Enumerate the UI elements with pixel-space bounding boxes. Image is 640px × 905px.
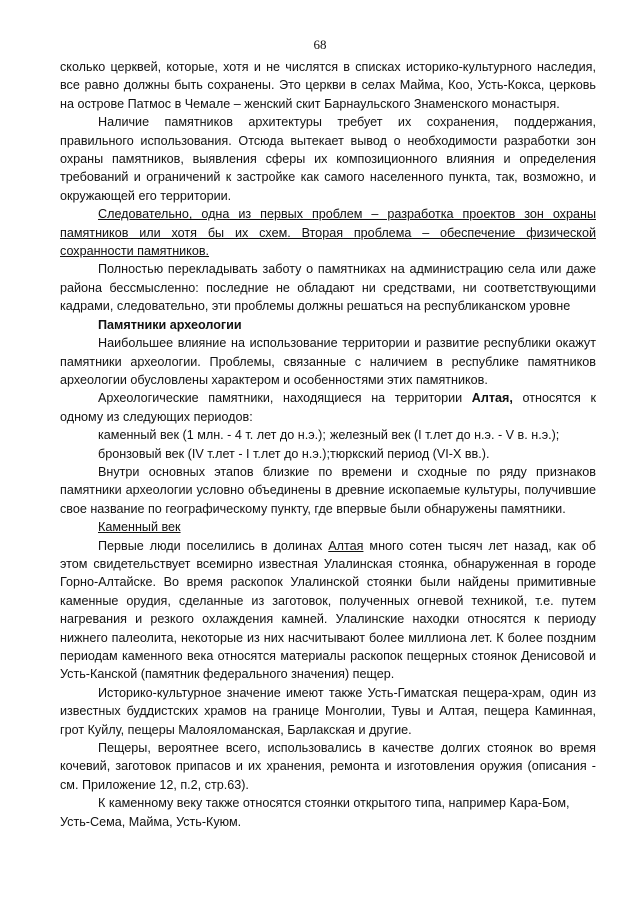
heading-archaeology: Памятники археологии <box>98 317 242 332</box>
page-number: 68 <box>313 37 327 52</box>
paragraph-caves-significance: Историко-культурное значение имеют также Усть-Гиматская пещера-храм, один из известных буддистских храмов на границе Монголии, Тувы и Алтая, пещера Каминная, грот Куйлу, пещеры Малояломанская, Барлакская и другие. <box>60 685 596 737</box>
periods-row-1 <box>60 426 596 444</box>
altai-underlined: Алтая <box>328 538 364 553</box>
page-body <box>60 58 596 831</box>
periods-intro-tail: относятся к одному из следующих периодов: <box>60 391 596 424</box>
paragraph-open-sites: К каменному веку также относятся стоянки открытого типа, например Кара-Бом, Усть-Сема, Майма, Усть-Куюм. <box>60 796 570 829</box>
paragraph-problems: Следовательно, одна из первых проблем – разработка проектов зон охраны памятников или хотя бы их схем. Вторая проблема – обеспечение физической сохранности памятников. <box>60 207 596 259</box>
paragraph-caves-use: Пещеры, вероятнее всего, использовались в качестве долгих стоянок во время кочевий, заготовок припасов и их хранения, ремонта и изготовления оружия (описания - см. Приложение 12, п.2, стр.63). <box>60 741 596 792</box>
altai-bold: Алтая, <box>471 391 513 406</box>
period-turkic: тюркский период (VI-X вв.). <box>330 446 490 461</box>
paragraph-influence: Наибольшее влияние на использование территории и развитие республики окажут памятники археологии. Проблемы, связанные с наличием в республике памятников археологии обусловлены характером и особенностями этих памятников. <box>60 336 596 387</box>
period-stone-age: каменный век (1 млн. - 4 т. лет до н.э.); <box>98 428 326 443</box>
periods-intro-text: Археологические памятники, находящиеся на территории <box>98 391 472 406</box>
periods-row-2 <box>60 445 596 463</box>
paragraph-administration: Полностью перекладывать заботу о памятниках на администрацию села или даже района бессмысленно: последние не обладают ни средствами, ни соответствующими кадрами, следовательно, эти проблемы должны решаться на республиканском уровне <box>60 262 596 314</box>
paragraph-cultures: Внутри основных этапов близкие по времени и сходные по ряду признаков памятники археологии условно объединены в древние ископаемые культуры, получившие свое название по географическому пункту, где впервые были обнаружены памятники. <box>60 464 596 516</box>
paragraph-periods-intro <box>60 389 596 426</box>
period-iron-age: железный век (I т.лет до н.э. - V в. н.э.); <box>330 428 560 443</box>
heading-stone-age: Каменный век <box>98 520 181 535</box>
first-people-text: Первые люди поселились в долинах <box>98 538 329 553</box>
paragraph-churches: сколько церквей, которые, хотя и не числятся в списках историко-культурного наследия, все равно должны быть сохранены. Это церкви в селах Майма, Коо, Усть-Кокса, церковь на острове Патмос в Чемале – женский скит Барнаульского Знаменского монастыря. <box>60 60 596 111</box>
first-people-tail: много сотен тысяч лет назад, как об этом свидетельствует всемирно известная Улалинская стоянка, обнаруженная в городе Горно-Алтайске. Во время раскопок Улалинской стоянки были найдены примитивные каменные орудия, сделанные из заготовок, полученных огневой техникой, т.е. путем нагревания и резкого охлаждения камней. Улалинские находки относятся к периоду нижнего палеолита, некоторые из них насчитывают более миллиона лет. К более поздним периодам каменного века относятся материалы раскопок пещерных стоянок Денисовой и Усть-Канской (памятник федерального значения) пещер. <box>60 538 597 682</box>
period-bronze-age: бронзовый век (IV т.лет - I т.лет до н.э.); <box>98 446 330 461</box>
paragraph-first-people <box>60 537 596 684</box>
paragraph-architecture: Наличие памятников архитектуры требует их сохранения, поддержания, правильного использования. Отсюда вытекает вывод о необходимости разработки зон охраны памятников, выявления сферы их композиционного влияния и определения требований и ограничений к застройке как самого населенного пункта, так, возможно, и окружающей его территории. <box>60 115 596 203</box>
